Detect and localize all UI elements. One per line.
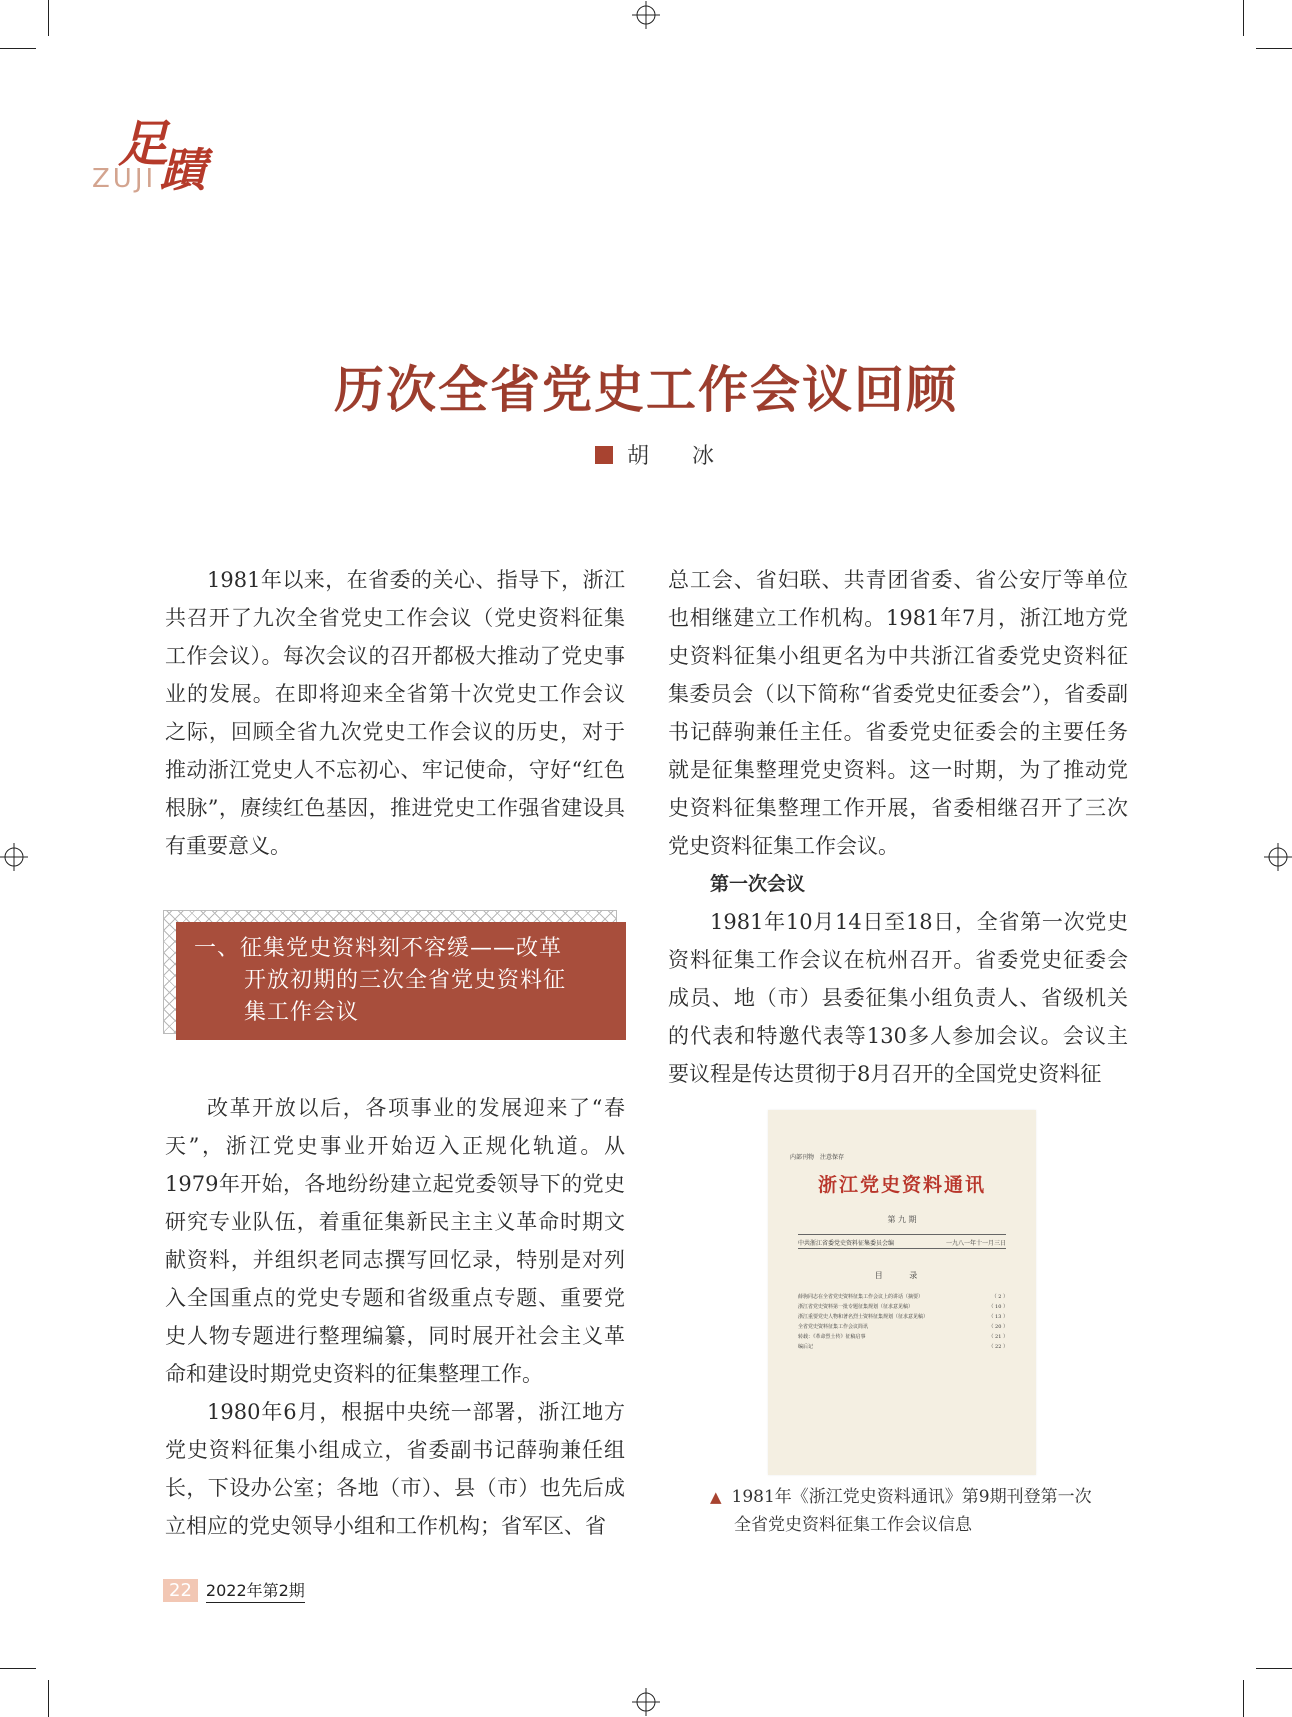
- left-column-intro: [165, 561, 625, 865]
- newsletter-editor-line: [798, 1238, 1006, 1247]
- newsletter-toc-heading: 目 录: [874, 1271, 930, 1280]
- crop-mark: [1243, 0, 1244, 36]
- section-heading-line-2: 开放初期的三次全省党史资料征: [244, 968, 567, 993]
- toc-row: [798, 1322, 1008, 1332]
- paragraph-intro: 1981年以来，在省委的关心、指导下，浙江共召开了九次全省党史工作会议（党史资料征集工作会议）。每次会议的召开都极大推动了党史事业的发展。在即将迎来全省第十次党史工作会议之际，回顾全省九次党史工作会议的历史，对于推动浙江党史人不忘初心、牢记使命，守好“红色根脉”，赓续红色基因，推进党史工作强省建设具有重要意义。: [165, 568, 625, 858]
- toc-page: （ 13 ）: [988, 1314, 1008, 1320]
- registration-mark-bottom: [632, 1688, 660, 1716]
- toc-page: （ 21 ）: [988, 1334, 1008, 1340]
- newsletter-editor: 中共浙江省委党史资料征集委员会编: [798, 1240, 895, 1247]
- logo-char-ji: 蹟: [160, 143, 206, 197]
- toc-text: 转载：《革命烈士传》征稿启事: [798, 1334, 866, 1340]
- crop-mark: [1243, 1680, 1244, 1717]
- newsletter-date: 一九八一年十一月三日: [945, 1240, 1006, 1247]
- section-heading: [176, 922, 626, 1040]
- toc-row: [798, 1302, 1008, 1312]
- author-name: 胡 冰: [627, 444, 732, 469]
- toc-text: 编后记: [798, 1344, 814, 1350]
- newsletter-cover-image: [768, 1110, 1036, 1475]
- crop-mark: [48, 1680, 49, 1717]
- registration-mark-right: [1264, 843, 1292, 871]
- newsletter-issue: 第 九 期: [887, 1215, 917, 1224]
- triangle-up-icon: ▲: [710, 1488, 722, 1506]
- logo-char-zu: 足: [118, 114, 168, 173]
- paragraph-continued: 总工会、省妇联、共青团省委、省公安厅等单位也相继建立工作机构。1981年7月，浙江地方党史资料征集小组更名为中共浙江省委党史资料征集委员会（以下简称“省委党史征委会”），省委副书记薛驹兼任主任。省委党史征委会的主要任务就是征集整理党史资料。这一时期，为了推动党史资料征集整理工作开展，省委相继召开了三次党史资料征集工作会议。: [668, 568, 1128, 858]
- square-bullet-icon: [595, 446, 613, 464]
- newsletter-toc: [798, 1292, 1008, 1352]
- toc-text: 薛驹同志在全省党史资料征集工作会议上的讲话（摘要）: [798, 1294, 924, 1300]
- toc-page: （ 2 ）: [991, 1294, 1008, 1300]
- crop-mark: [1256, 48, 1292, 49]
- toc-page: （ 20 ）: [988, 1324, 1008, 1330]
- page-number: 22: [163, 1579, 198, 1602]
- section-heading-line-3: 集工作会议: [244, 1000, 360, 1025]
- toc-text: 浙江省党史资料第一批专题征集规划（征求意见稿）: [798, 1304, 914, 1310]
- section-heading-line-1: 一、征集党史资料刻不容缓——改革: [194, 936, 563, 961]
- registration-mark-left: [0, 843, 28, 871]
- author-byline: [595, 439, 732, 470]
- caption-line-1: 1981年《浙江党史资料通讯》第9期刊登第一次: [731, 1487, 1092, 1507]
- paragraph-reform: 改革开放以后，各项事业的发展迎来了“春天”，浙江党史事业开始迈入正规化轨道。从1979年开始，各地纷纷建立起党委领导下的党史研究专业队伍，着重征集新民主主义革命时期文献资料，并组织老同志撰写回忆录，特别是对列入全国重点的党史专题和省级重点专题、重要党史人物专题进行整理编纂，同时展开社会主义革命和建设时期党史资料的征集整理工作。: [165, 1096, 625, 1386]
- registration-mark-top: [632, 1, 660, 29]
- toc-text: 全省党史资料征集工作会议简讯: [798, 1324, 869, 1330]
- caption-line-2: 全省党史资料征集工作会议信息: [734, 1515, 972, 1535]
- newsletter-notice: 内部刊物 注意保存: [790, 1154, 845, 1161]
- crop-mark: [1256, 1668, 1292, 1669]
- newsletter-title: 浙江党史资料通讯: [817, 1174, 986, 1196]
- crop-mark: [0, 48, 36, 49]
- toc-text: 浙江重要党史人物和著名烈士资料征集规划（征求意见稿）: [798, 1314, 929, 1320]
- newsletter-rule: [798, 1234, 1006, 1235]
- toc-row: [798, 1292, 1008, 1302]
- image-caption: [710, 1483, 1092, 1539]
- crop-mark: [0, 1668, 36, 1669]
- issue-label: 2022年第2期: [206, 1578, 305, 1603]
- newsletter-rule: [798, 1248, 1006, 1249]
- toc-row: [798, 1332, 1008, 1342]
- paragraph-1980: 1980年6月，根据中央统一部署，浙江地方党史资料征集小组成立，省委副书记薛驹兼任组长，下设办公室；各地（市）、县（市）也先后成立相应的党史领导小组和工作机构；省军区、省: [165, 1400, 625, 1538]
- toc-page: （ 22 ）: [988, 1344, 1008, 1350]
- crop-mark: [48, 0, 49, 36]
- paragraph-first-meeting: 1981年10月14日至18日，全省第一次党史资料征集工作会议在杭州召开。省委党史征委会成员、地（市）县委征集小组负责人、省级机关的代表和特邀代表等130多人参加会议。会议主要议程是传达贯彻于8月召开的全国党史资料征: [668, 910, 1128, 1086]
- left-column-body: [165, 1089, 625, 1545]
- article-title: 历次全省党史工作会议回顾: [334, 360, 958, 419]
- right-column-body: [668, 561, 1128, 1093]
- logo-latin: ZUJI: [92, 164, 157, 194]
- toc-row: [798, 1312, 1008, 1322]
- page-footer: [163, 1578, 305, 1603]
- toc-row: [798, 1342, 1008, 1352]
- subheading-first-meeting: 第一次会议: [710, 873, 806, 895]
- toc-page: （ 10 ）: [988, 1304, 1008, 1310]
